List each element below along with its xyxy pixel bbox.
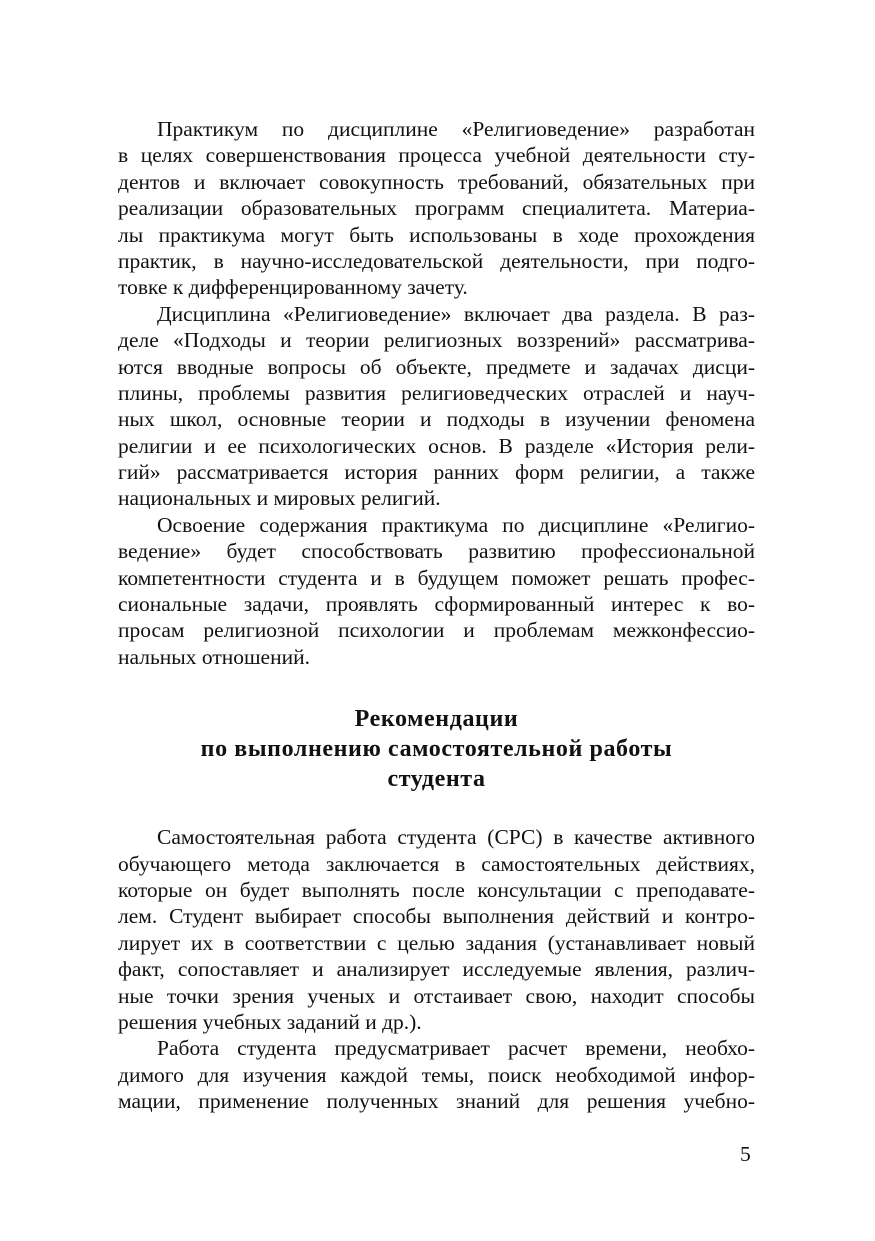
paragraph-line: лы практикума могут быть использованы в ходе прохождения [118,222,755,247]
paragraph-line: ных школ, основные теории и подходы в изучении феномена [118,407,755,432]
paragraph-line: деле «Подходы и теории религиозных воззрений» рассматрива- [118,328,755,353]
recommendations-text [118,824,755,1114]
paragraph-line: просам религиозной психологии и проблемам межконфессио- [118,618,755,643]
section-heading [118,704,755,794]
paragraph-line: Освоение содержания практикума по дисциплине «Религио- [157,512,755,537]
heading-line: студента [387,766,486,793]
paragraph-line: нальных отношений. [118,644,310,669]
page-body [118,116,755,1115]
paragraph-line: практик, в научно-исследовательской деятельности, при подго- [118,248,755,273]
paragraph-line: решения учебных заданий и др.). [118,1009,422,1034]
paragraph-line: лирует их в соответствии с целью задания (устанавливает новый [118,930,755,955]
paragraph-line: компетентности студента и в будущем поможет решать профес- [118,565,755,590]
paragraph-line: Самостоятельная работа студента (СРС) в качестве активного [157,825,755,850]
intro-text [118,116,755,670]
paragraph-line: мации, применение полученных знаний для решения учебно- [118,1089,755,1114]
paragraph-line: национальных и мировых религий. [118,486,441,511]
paragraph-line: лем. Студент выбирает способы выполнения действий и контро- [118,904,755,929]
paragraph-line: ются вводные вопросы об объекте, предмете и задачах дисци- [118,354,755,379]
heading-line: Рекомендации [354,706,519,733]
paragraph-line: реализации образовательных программ специалитета. Материа- [118,196,755,221]
paragraph-line: товке к дифференцированному зачету. [118,275,468,300]
paragraph-line: ведение» будет способствовать развитию профессиональной [118,539,755,564]
paragraph-line: плины, проблемы развития религиоведческих отраслей и науч- [118,380,755,405]
paragraph-line: гий» рассматривается история ранних форм религии, а также [118,460,755,485]
paragraph-line: в целях совершенствования процесса учебной деятельности сту- [118,143,755,168]
paragraph-line: сиональные задачи, проявлять сформированный интерес к во- [118,592,755,617]
paragraph-line: религии и ее психологических основ. В разделе «История рели- [118,433,755,458]
paragraph-line: Дисциплина «Религиоведение» включает два раздела. В раз- [157,301,755,326]
paragraph-line: Практикум по дисциплине «Религиоведение» разработан [157,117,755,141]
paragraph-line: дентов и включает совокупность требований, обязательных при [118,169,755,194]
paragraph-line: Работа студента предусматривает расчет времени, необхо- [157,1036,755,1061]
paragraph-line: ные точки зрения ученых и отстаивает свою, находит способы [118,983,755,1008]
paragraph-line: которые он будет выполнять после консультации с преподавате- [118,877,755,902]
paragraph-line: димого для изучения каждой темы, поиск необходимой инфор- [118,1062,755,1087]
heading-line: по выполнению самостоятельной работы [200,736,673,763]
paragraph-line: факт, сопоставляет и анализирует исследуемые явления, различ- [118,957,755,982]
page-number: 5 [740,1142,751,1166]
paragraph-line: обучающего метода заключается в самостоятельных действиях, [118,851,755,876]
